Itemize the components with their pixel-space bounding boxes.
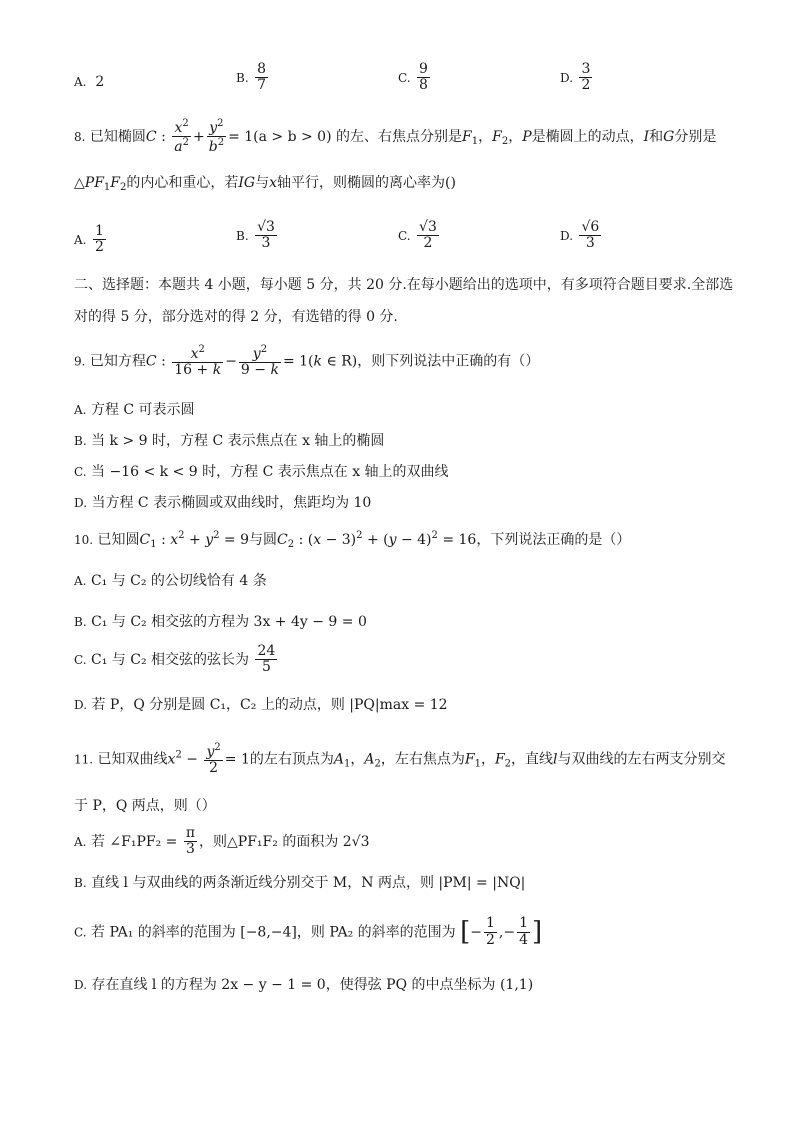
q11-option-c: C. 若 PA₁ 的斜率的范围为 [−8,−4]，则 PA₂ 的斜率的范围为 [− $\frac{1}{2}$ ,− $\frac{1}{4}$ ] bbox=[74, 915, 543, 948]
q11-stem-line2: 于 P，Q 两点，则（） bbox=[74, 798, 216, 814]
q9-option-b: B. 当 k > 9 时，方程 C 表示焦点在 x 轴上的椭圆 bbox=[74, 433, 385, 449]
q8-option-b: B. $\frac{√3}{3}$ bbox=[236, 219, 275, 252]
q9-stem: 9. 已知方程C : $\frac{x^2}{16 + k}$ − $\frac{y^2}{9 - k}$ = 1(k ∈ R)，则下列说法中正确的有（） bbox=[74, 344, 540, 379]
q9-option-c: C. 当 −16 < k < 9 时，方程 C 表示焦点在 x 轴上的双曲线 bbox=[74, 464, 449, 480]
section2-instructions-line2: 对的得 5 分，部分选对的得 2 分，有选错的得 0 分. bbox=[74, 309, 398, 325]
q7-option-a: A. 2 bbox=[74, 74, 105, 90]
q7-option-d: D. $\frac{3}{2}$ bbox=[560, 61, 591, 94]
q11-option-d: D. 存在直线 l 的方程为 2x − y − 1 = 0，使得弦 PQ 的中点坐标为 (1,1) bbox=[74, 977, 534, 993]
q8-option-a: A. $\frac{1}{2}$ bbox=[74, 223, 104, 256]
q8-stem-line2: $\triangle PF_1F_2$的内心和重心，若IG与x轴平行，则椭圆的离心率为() bbox=[74, 175, 456, 193]
q10-option-a: A. C₁ 与 C₂ 的公切线恰有 4 条 bbox=[74, 573, 267, 589]
q7-option-b: B. $\frac{8}{7}$ bbox=[236, 61, 267, 94]
section2-instructions-line1: 二、选择题：本题共 4 小题，每小题 5 分，共 20 分.在每小题给出的选项中，有多项符合题目要求.全部选 bbox=[74, 277, 734, 293]
q8-option-c: C. $\frac{√3}{2}$ bbox=[398, 219, 437, 252]
q8-option-d: D. $\frac{√6}{3}$ bbox=[560, 219, 600, 252]
q8-stem-line1: 8. 已知椭圆C : $\frac{x^2}{a^2}$ + $\frac{y^2}{b^2}$ = 1(a > b > 0) 的左、右焦点分别是$F_1$，$F_2$，P是椭圆上的动点，I和G分别是 bbox=[74, 118, 717, 156]
q9-option-d: D. 当方程 C 表示椭圆或双曲线时，焦距均为 10 bbox=[74, 495, 372, 511]
q11-stem-line1: 11. 已知双曲线$x^2$ − $\frac{y^2}{2}$ = 1的左右顶点为$A_1$，$A_2$，左右焦点为$F_1$，$F_2$，直线l与双曲线的左右两支分别交 bbox=[74, 742, 726, 777]
q11-option-a: A. 若 ∠F₁PF₂ = $\frac{\pi}{3}$ ，则△PF₁F₂ 的面积为 2√3 bbox=[74, 825, 370, 858]
q10-option-c: C. C₁ 与 C₂ 相交弦的弦长为 $\frac{24}{5}$ bbox=[74, 643, 276, 676]
q10-option-d: D. 若 P，Q 分别是圆 C₁，C₂ 上的动点，则 |PQ|max = 12 bbox=[74, 697, 448, 713]
q10-stem: 10. 已知圆$C_1$ : $x^2 + y^2 = 9$与圆$C_2$ : $(x - 3)^2 + (y - 4)^2 = 16$，下列说法正确的是（） bbox=[74, 530, 631, 550]
q9-option-a: A. 方程 C 可表示圆 bbox=[74, 402, 195, 418]
q11-option-b: B. 直线 l 与双曲线的两条渐近线分别交于 M，N 两点，则 |PM| = |NQ| bbox=[74, 875, 526, 891]
q10-option-b: B. C₁ 与 C₂ 相交弦的方程为 3x + 4y − 9 = 0 bbox=[74, 614, 367, 630]
q7-option-c: C. $\frac{9}{8}$ bbox=[398, 61, 428, 94]
